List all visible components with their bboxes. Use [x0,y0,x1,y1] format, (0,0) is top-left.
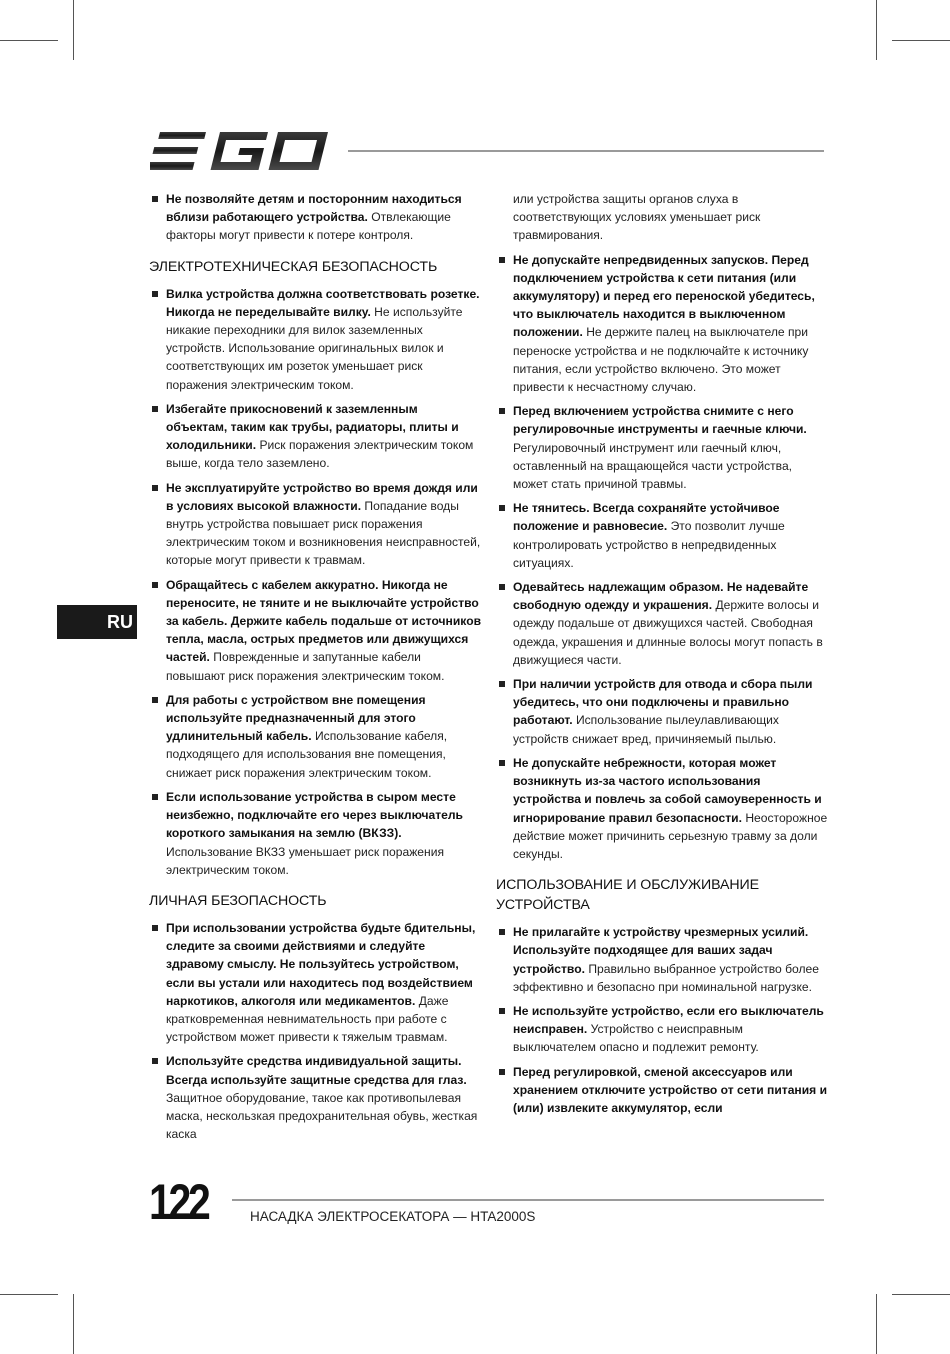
list-item: Перед регулировкой, сменой аксессуаров или хранением отключите устройство от сети питания и (или) извлеките аккумулятор, если [496,1063,828,1118]
list-item: Не прилагайте к устройству чрезмерных усилий. Используйте подходящее для ваших задач устройство. Правильно выбранное устройство более эффективно и безопасно при номинальной нагрузке. [496,923,828,996]
list-item: Используйте средства индивидуальной защиты. Всегда используйте защитные средства для глаз. Защитное оборудование, такое как противопылевая маска, нескользкая предохранительная обувь, жесткая каска [149,1052,481,1143]
list-item: Не эксплуатируйте устройство во время дождя или в условиях высокой влажности. Попадание воды внутрь устройства повышает риск поражения электрическим током и возникновения неисправностей, которые могут привести к травмам. [149,479,481,570]
bullet-icon [152,697,158,703]
bullet-icon [152,406,158,412]
crop-mark [892,40,950,41]
bullet-icon [499,1069,505,1075]
list-item: Обращайтесь с кабелем аккуратно. Никогда не переносите, не тяните и не выключайте устройство за кабель. Держите кабель подальше от источников тепла, масла, острых предметов или движущихся частей. Поврежденные и запутанные кабели повышают риск поражения электрическим током. [149,576,481,685]
bullet-icon [499,505,505,511]
bullet-icon [499,929,505,935]
bullet-icon [152,1058,158,1064]
ego-logo [150,132,332,170]
bullet-icon [499,681,505,687]
list-item: При наличии устройств для отвода и сбора пыли убедитесь, что они подключены и правильно работают. Использование пылеулавливающих устройств снижает вред, причиняемый пылью. [496,675,828,748]
list-item: Избегайте прикосновений к заземленным объектам, таким как трубы, радиаторы, плиты и холодильники. Риск поражения электрическим током выше, когда тело заземлено. [149,400,481,473]
page-number: 122 [149,1174,208,1230]
crop-mark [876,0,877,60]
crop-mark [73,1294,74,1354]
left-column [149,190,481,1149]
crop-mark [876,1294,877,1354]
bullet-icon [152,485,158,491]
bullet-icon [152,794,158,800]
list-item: Одевайтесь надлежащим образом. Не надевайте свободную одежду и украшения. Держите волосы и одежду подальше от движущихся частей. Свободная одежда, украшения и длинные волосы могут попасть в движущиеся части. [496,578,828,669]
crop-mark [0,1294,58,1295]
bullet-icon [499,760,505,766]
list-item: Не позволяйте детям и посторонним находиться вблизи работающего устройства. Отвлекающие факторы могут привести к потере контроля. [149,190,481,245]
list-item: Не допускайте непредвиденных запусков. Перед подключением устройства к сети питания (или аккумулятору) и перед его переноской убедитесь, что выключатель находится в выключенном положении. Не держите палец на выключателе при переноске устройства и не подключайте к источнику питания, если устройство включено. Это может привести к несчастному случаю. [496,251,828,397]
footer-rule [232,1199,824,1201]
list-item: Не используйте устройство, если его выключатель неисправен. Устройство с неисправным выключателем опасно и подлежит ремонту. [496,1002,828,1057]
bullet-icon [499,257,505,263]
crop-mark [0,40,58,41]
section-heading: ИСПОЛЬЗОВАНИЕ И ОБСЛУЖИВАНИЕ УСТРОЙСТВА [496,877,760,914]
bullet-icon [152,196,158,202]
list-item: Не тянитесь. Всегда сохраняйте устойчивое положение и равновесие. Это позволит лучше контролировать устройство в непредвиденных ситуациях. [496,499,828,572]
header-rule [348,150,824,152]
list-item: Вилка устройства должна соответствовать розетке. Никогда не переделывайте вилку. Не используйте никакие переходники для вилок заземленных устройств. Использование оригинальных вилок и соответствующих им розеток уменьшает риск поражения электрическим током. [149,285,481,394]
section-heading: ЛИЧНАЯ БЕЗОПАСНОСТЬ [149,892,327,909]
list-item: Для работы с устройством вне помещения используйте предназначенный для этого удлинительный кабель. Использование кабеля, подходящего для использования вне помещения, снижает риск поражения электрическим током. [149,691,481,782]
list-item: Не допускайте небрежности, которая может возникнуть из-за частого использования устройства и повлечь за собой самоуверенность и игнорирование правил безопасности. Неосторожное действие может причинить серьезную травму за доли секунды. [496,754,828,863]
continued-paragraph: или устройства защиты органов слуха в соответствующих условиях уменьшает риск травмирования. [513,192,761,243]
bullet-icon [152,925,158,931]
crop-mark [73,0,74,60]
crop-mark [892,1294,950,1295]
footer-title: НАСАДКА ЭЛЕКТРОСЕКАТОРА — HTA2000S [250,1209,536,1224]
bullet-icon [152,582,158,588]
bullet-icon [499,408,505,414]
list-item: Перед включением устройства снимите с него регулировочные инструменты и гаечные ключи. Регулировочный инструмент или гаечный ключ, оставленный на вращающейся части устройства, может стать причиной травмы. [496,402,828,493]
section-heading: ЭЛЕКТРОТЕХНИЧЕСКАЯ БЕЗОПАСНОСТЬ [149,258,438,275]
list-item: Если использование устройства в сыром месте неизбежно, подключайте его через выключатель короткого замыкания на землю (ВКЗЗ). Использование ВКЗЗ уменьшает риск поражения электрическим током. [149,788,481,879]
bullet-icon [499,584,505,590]
list-item: При использовании устройства будьте бдительны, следите за своими действиями и следуйте здравому смыслу. Не пользуйтесь устройством, если вы устали или находитесь под воздействием наркотиков, алкоголя или медикаментов. Даже кратковременная невнимательность при работе с устройством может привести к тяжелым травмам. [149,919,481,1046]
language-tab: RU [57,605,137,639]
bullet-icon [152,291,158,297]
right-column [496,190,828,1123]
bullet-icon [499,1008,505,1014]
